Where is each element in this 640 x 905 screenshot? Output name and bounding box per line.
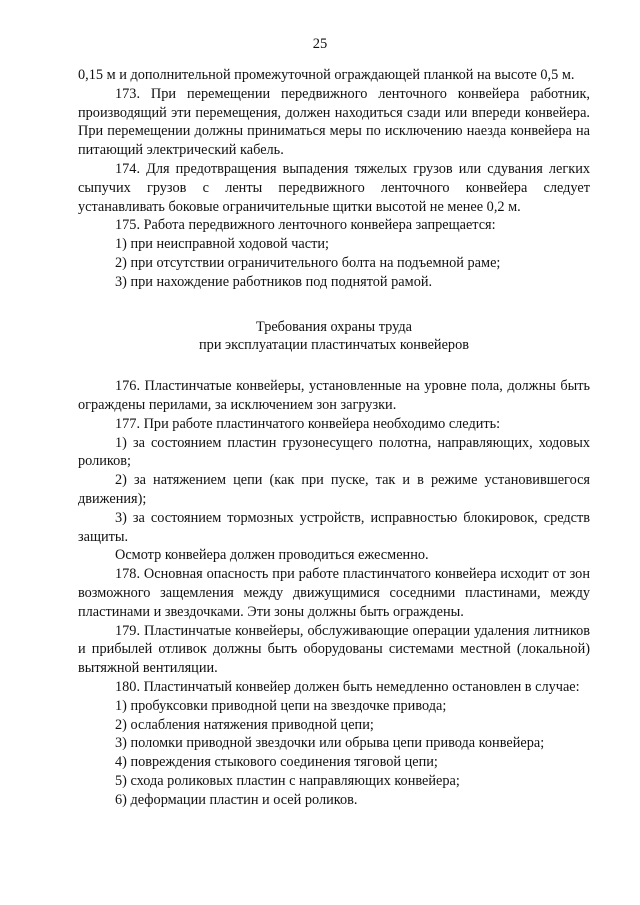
list-item-177-3: 3) за состоянием тормозных устройств, исправностью блокировок, средств защиты. (78, 509, 590, 545)
list-item-177-1: 1) за состоянием пластин грузонесущего полотна, направляющих, ходовых роликов; (78, 434, 590, 470)
paragraph-178: 178. Основная опасность при работе пластинчатого конвейера исходит от зон возможного защемления между движущимися соседними пластинами, между пластинами и звездочками. Эти зоны должны быть ограждены. (78, 566, 590, 620)
paragraph-inspection: Осмотр конвейера должен проводиться ежесменно. (115, 547, 429, 564)
section-heading (78, 318, 590, 356)
list-item-180-4: 4) повреждения стыкового соединения тяговой цепи; (115, 754, 438, 771)
paragraph-177: 177. При работе пластинчатого конвейера необходимо следить: (115, 415, 501, 432)
section-heading-line-2: при эксплуатации пластинчатых конвейеров (199, 337, 469, 354)
list-item-180-6: 6) деформации пластин и осей роликов. (115, 791, 358, 808)
paragraph-179: 179. Пластинчатые конвейеры, обслуживающие операции удаления литников и прибылей отливок должны быть оборудованы системами местной (локальной) вытяжной вентиляции. (78, 622, 590, 677)
list-item-175-3: 3) при нахождение работников под поднятой рамой. (115, 273, 433, 290)
list-item-175-2: 2) при отсутствии ограничительного болта на подъемной раме; (115, 254, 501, 271)
paragraph-continuation: 0,15 м и дополнительной промежуточной ограждающей планкой на высоте 0,5 м. (78, 67, 575, 83)
paragraph-176: 176. Пластинчатые конвейеры, установленные на уровне пола, должны быть ограждены перилами, за исключением зон загрузки. (78, 378, 590, 413)
paragraph-175: 175. Работа передвижного ленточного конвейера запрещается: (115, 217, 496, 234)
list-item-177-2: 2) за натяжением цепи (как при пуске, так и в режиме установившегося движения); (78, 472, 590, 507)
list-item-180-3: 3) поломки приводной звездочки или обрыва цепи привода конвейера; (115, 735, 545, 752)
paragraph-174: 174. Для предотвращения выпадения тяжелых грузов или сдувания легких сыпучих грузов с ленты передвижного ленточного конвейера следует устанавливать боковые ограничительные щитки высотой не менее 0,2 м. (78, 160, 590, 215)
paragraph-180: 180. Пластинчатый конвейер должен быть немедленно остановлен в случае: (115, 678, 580, 695)
list-item-180-1: 1) пробуксовки приводной цепи на звездочке привода; (115, 697, 447, 714)
document-body (78, 66, 590, 809)
list-item-175-1: 1) при неисправной ходовой части; (115, 236, 329, 253)
list-item-180-5: 5) схода роликовых пластин с направляющих конвейера; (115, 772, 460, 789)
section-heading-line-1: Требования охраны труда (256, 318, 412, 335)
list-item-180-2: 2) ослабления натяжения приводной цепи; (115, 716, 374, 733)
page-number: 25 (312, 36, 328, 52)
paragraph-173: 173. При перемещении передвижного ленточного конвейера работник, производящий эти перемещения, должен находиться сзади или впереди конвейера. При перемещении должны приниматься меры по исключению наезда конвейера на питающий электрический кабель. (78, 85, 590, 159)
